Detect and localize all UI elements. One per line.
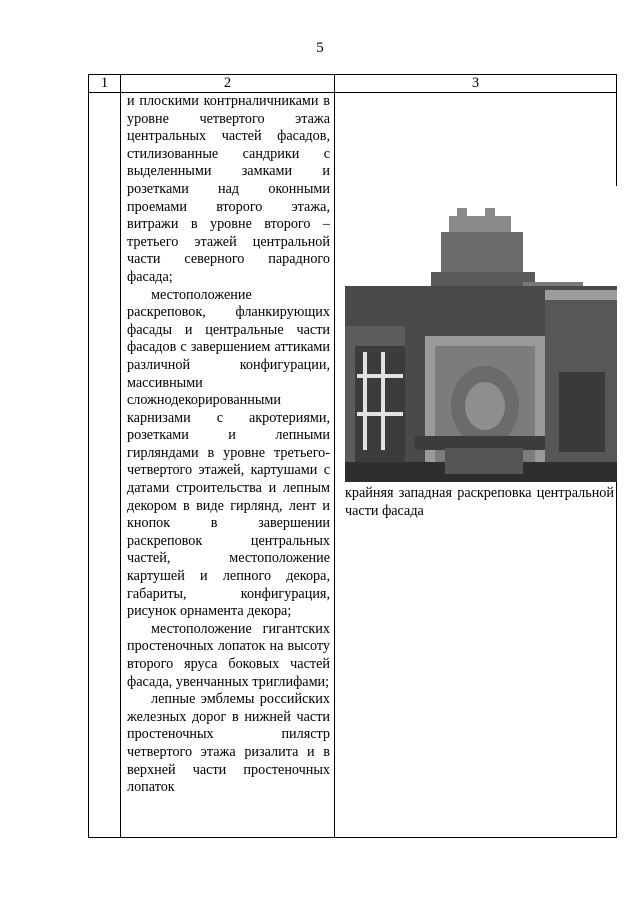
description-paragraph: и плоскими контрналичниками в уровне четвертого этажа центральных частей фасадов, стилизованные сандрики с выделенными замками и розетками над оконными проемами второго этажа, витражи в уровне второго – третьего этажей центральной части северного парадного фасада; xyxy=(127,93,330,285)
photo-cell xyxy=(335,93,617,838)
description-cell xyxy=(121,93,335,838)
table-header-row xyxy=(89,75,617,93)
description-paragraph: местоположение гигантских простеночных лопаток на высоту второго яруса боковых частей фасада, увенчанных триглифами; xyxy=(127,620,330,690)
page-number: 5 xyxy=(316,40,324,56)
photo-caption: крайняя западная раскреповка центральной части фасада xyxy=(345,485,614,519)
table-row xyxy=(89,93,617,838)
column-header-3: 3 xyxy=(335,75,617,93)
column-header-2: 2 xyxy=(121,75,335,93)
description-paragraph: лепные эмблемы российских железных дорог в нижней части простеночных пилястр четвертого этажа ризалита и в верхней части простеночных лопаток xyxy=(127,691,330,796)
facade-photo xyxy=(345,186,617,482)
column-header-1: 1 xyxy=(89,75,121,93)
description-paragraph: местоположение раскреповок, фланкирующих фасады и центральные части фасадов с завершением аттиками различной конфигурации, массивными сложнодекорированными карнизами с акротериями, розетками и лепными гирляндами в уровне третьего-четвертого этажей, картушами с датами строительства и лепным декором в виде гирлянд, лент и кнопок в завершении раскреповок центральных частей, местоположение картушей и лепного декора, габариты, конфигурация, рисунок орнамента декора; xyxy=(127,286,330,620)
document-table xyxy=(88,74,617,838)
row-number-cell xyxy=(89,93,121,838)
